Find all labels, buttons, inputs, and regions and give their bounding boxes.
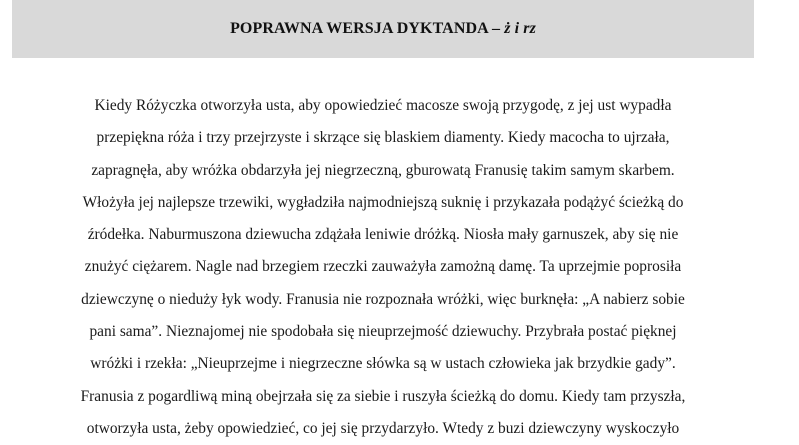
document-title	[230, 20, 536, 38]
text-line: otworzyła usta, żeby opowiedzieć, co jej się przydarzyło. Wtedy z buzi dziewczyny wyskoczyło	[86, 419, 680, 437]
text-line: źródełka. Naburmuszona dziewucha zdążała leniwie dróżką. Niosła mały garnuszek, aby się nie	[87, 226, 679, 244]
title-banner	[12, 0, 754, 58]
text-line: pani sama”. Nieznajomej nie spodobała się nieuprzejmość dziewuchy. Przybrała postać pięknej	[89, 323, 677, 341]
text-line: dziewczynę o nieduży łyk wody. Franusia nie rozpoznała wróżki, więc burknęła: „A nabierz sobie	[81, 290, 685, 308]
title-main: POPRAWNA WERSJA DYKTANDA –	[230, 20, 505, 37]
text-line: znużyć ciężarem. Nagle nad brzegiem rzeczki zauważyła zamożną damę. Ta uprzejmie poprosiła	[84, 258, 682, 276]
text-line: Kiedy Różyczka otworzyła usta, aby opowiedzieć macosze swoją przygodę, z jej ust wypadła	[94, 97, 672, 114]
dictation-text	[12, 90, 754, 445]
text-line: wróżki i rzekła: „Nieuprzejme i niegrzeczne słówka są w ustach człowieka jak brzydkie gady”.	[90, 355, 676, 373]
title-tail: ż i rz	[504, 20, 536, 37]
text-line: Włożyła jej najlepsze trzewiki, wygładziła najmodniejszą suknię i przykazała podążyć ścieżką do	[82, 193, 684, 211]
text-line: Franusia z pogardliwą miną obejrzała się za siebie i ruszyła ścieżką do domu. Kiedy tam przyszła,	[80, 387, 686, 405]
text-line: przepiękna róża i trzy przejrzyste i skrzące się blaskiem diamenty. Kiedy macocha to ujrzała,	[96, 129, 670, 147]
text-line: zapragnęła, aby wróżka obdarzyła jej niegrzeczną, gburowatą Franusię takim samym skarbem.	[91, 161, 675, 179]
